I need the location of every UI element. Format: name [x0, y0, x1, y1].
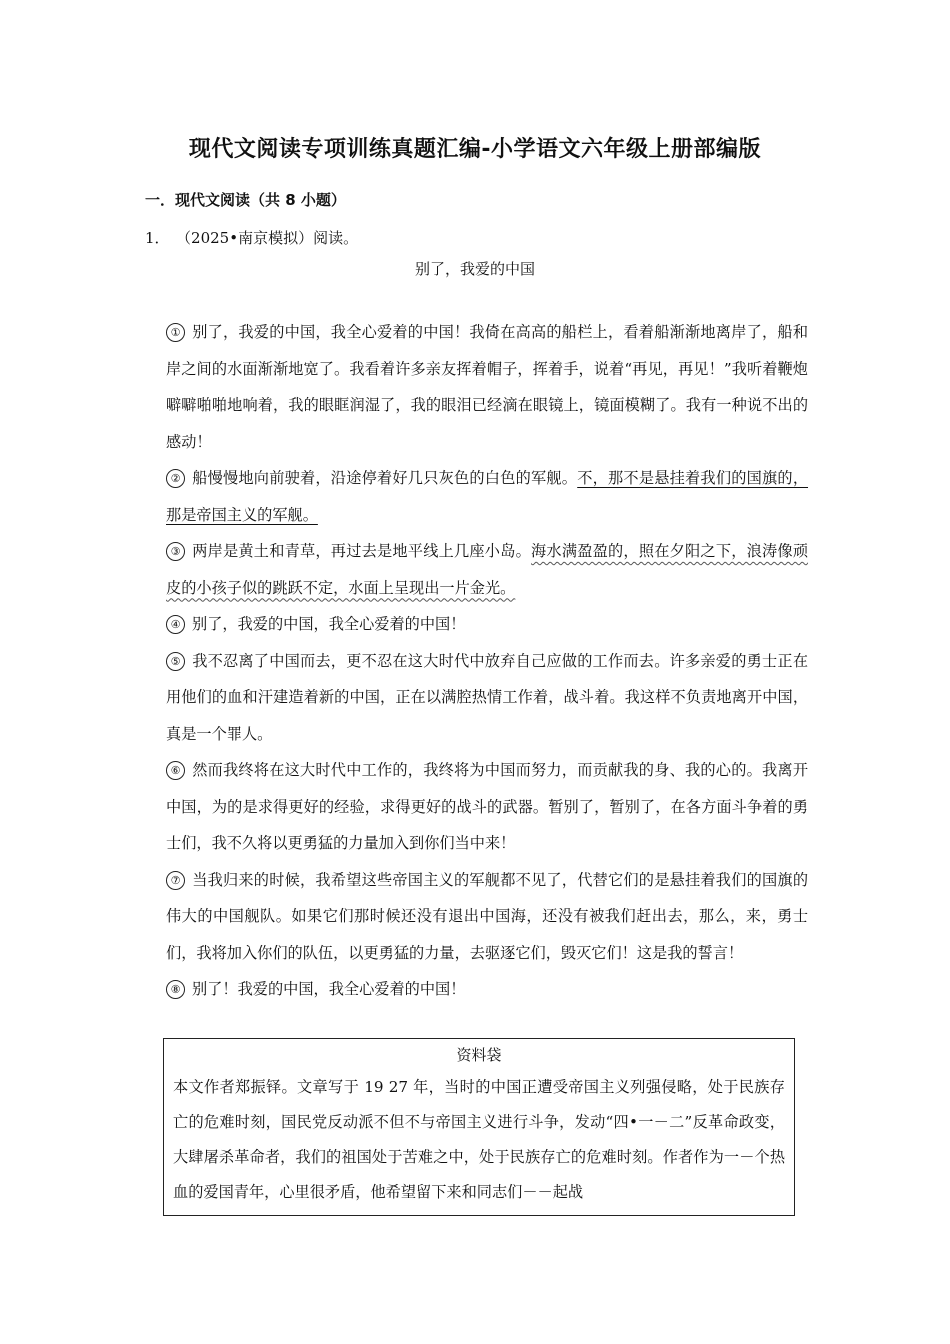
paragraph-6: [166, 752, 808, 862]
paragraph-4: [166, 606, 808, 643]
paragraph-text: 别了！我爱的中国，我全心爱着的中国！: [192, 980, 466, 998]
paragraph-number: ②: [166, 469, 185, 488]
paragraph-text: 当我归来的时候，我希望这些帝国主义的军舰都不见了，代替它们的是悬挂着我们的国旗的伟大的中国舰队。如果它们那时候还没有退出中国海，还没有被我们赶出去，那么，来，勇士们，我将加入你们的队伍，以更勇猛的力量，去驱逐它们，毁灭它们！这是我的誓言！: [166, 870, 808, 962]
paragraph-number: ③: [166, 542, 185, 561]
paragraph-5: [166, 643, 808, 753]
paragraph-8: [166, 971, 808, 1008]
document-title: 现代文阅读专项训练真题汇编-小学语文六年级上册部编版: [188, 137, 762, 162]
paragraph-text: 别了，我爱的中国，我全心爱着的中国！: [192, 615, 466, 633]
paragraph-3: [166, 533, 808, 606]
info-box-title: 资料袋: [456, 1046, 502, 1064]
question-header: [145, 227, 358, 248]
paragraph-text: 我不忍离了中国而去，更不忍在这大时代中放弃自己应做的工作而去。许多亲爱的勇士正在用他们的血和汗建造着新的中国，正在以满腔热情工作着，战斗着。我这样不负责地离开中国，真是一个罪人。: [166, 651, 808, 743]
paragraph-text: 两岸是黄土和青草，再过去是地平线上几座小岛。: [192, 542, 532, 560]
paragraph-text: 别了，我爱的中国，我全心爱着的中国！我倚在高高的船栏上，看着船渐渐地离岸了，船和岸之间的水面渐渐地宽了。我看着许多亲友挥着帽子，挥着手，说着“再见，再见！”我听着鞭炮噼噼啪啪地响着，我的眼眶润湿了，我的眼泪已经滴在眼镜上，镜面模糊了。我有一种说不出的感动！: [166, 323, 808, 451]
paragraph-number: ①: [166, 323, 185, 342]
section-heading: 一．现代文阅读（共 8 小题）: [145, 191, 346, 209]
paragraph-number: ④: [166, 615, 185, 634]
question-number: 1．: [145, 229, 170, 247]
paragraph-number: ⑦: [166, 871, 185, 890]
article-title: 别了，我爱的中国: [414, 260, 535, 278]
paragraph-text: 船慢慢地向前驶着，沿途停着好几只灰色的白色的军舰。: [192, 469, 578, 487]
paragraph-1: [166, 314, 808, 460]
paragraph-text: 然而我终将在这大时代中工作的，我终将为中国而努力，而贡献我的身、我的心的。我离开中国，为的是求得更好的经验，求得更好的战斗的武器。暂别了，暂别了，在各方面斗争着的勇士们，我不久将以更勇猛的力量加入到你们当中来！: [166, 761, 808, 852]
wavy-underlined-sentence: 海水满盈盈的，照在夕阳之下，浪涛像顽皮的小孩子似的跳跃不定，水面上呈现出一片金光。: [166, 542, 809, 597]
paragraph-number: ⑧: [166, 980, 185, 999]
paragraph-7: [166, 862, 808, 972]
paragraph-number: ⑥: [166, 761, 185, 780]
underlined-sentence: 不，那不是悬挂着我们的国旗的，那是帝国主义的军舰。: [166, 469, 809, 524]
info-box: [163, 1038, 795, 1216]
article-body: [166, 314, 808, 1008]
paragraph-number: ⑤: [166, 652, 185, 671]
question-source: （2025•南京模拟）阅读。: [183, 229, 359, 247]
info-box-text: 本文作者郑振铎。文章写于 19 27 年，当时的中国正遭受帝国主义列强侵略，处于民族存亡的危难时刻，国民党反动派不但不与帝国主义进行斗争，发动“四•一－二”反革命政变，大肆屠杀革命者，我们的祖国处于苦难之中，处于民族存亡的危难时刻。作者作为一－个热血的爱国青年，心里很矛盾，他希望留下来和同志们－－起战: [173, 1078, 785, 1201]
paragraph-2: [166, 460, 808, 533]
